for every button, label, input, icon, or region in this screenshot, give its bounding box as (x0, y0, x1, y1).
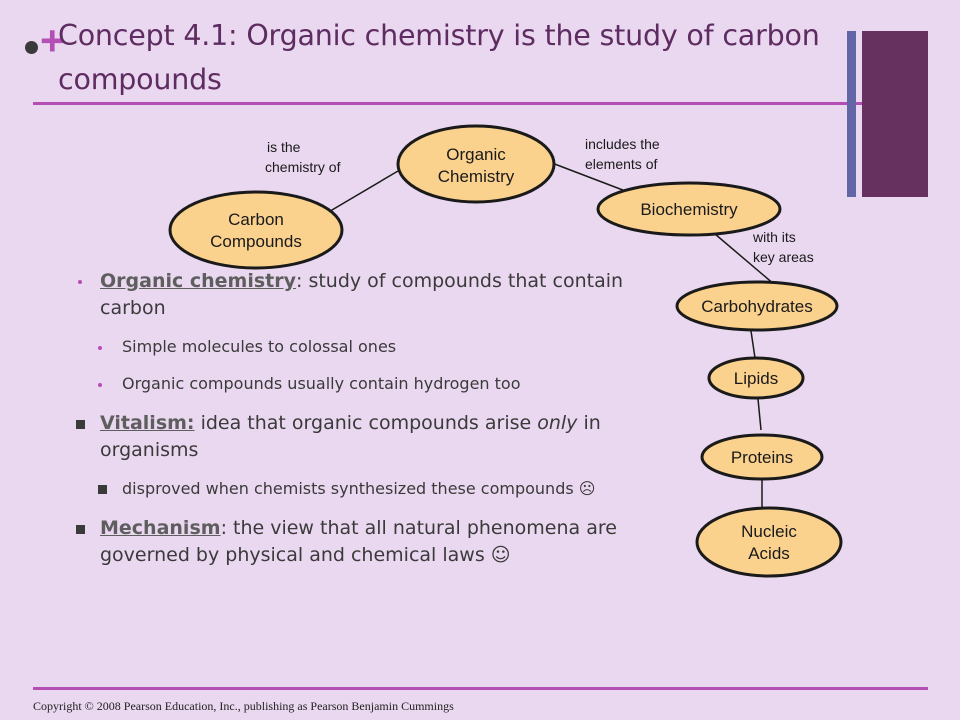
emphasis-only: only (537, 412, 578, 434)
link-label: elements of (585, 156, 658, 172)
node-label: Organic (446, 145, 506, 164)
bullet-list (76, 268, 688, 583)
bullet-text: in organisms (100, 412, 601, 461)
node-proteins (702, 435, 822, 479)
node-label: Chemistry (437, 167, 515, 186)
frown-icon: ☹ (578, 479, 596, 498)
title-bullet-dot (25, 41, 38, 54)
bullet-text: idea that organic compounds arise (194, 412, 538, 434)
node-organic-chemistry (398, 126, 554, 202)
node-carbohydrates (677, 282, 837, 330)
footer-divider (33, 687, 928, 690)
term-vitalism: Vitalism: (100, 412, 195, 434)
bullet-text: Simple molecules to colossal ones (122, 337, 397, 356)
link-label: key areas (753, 249, 814, 265)
bullet-text: Organic compounds usually contain hydrogen too (122, 374, 521, 393)
node-nucleic-acids (697, 508, 841, 576)
copyright-footer: Copyright © 2008 Pearson Education, Inc., publishing as Pearson Benjamin Cummings (33, 699, 454, 713)
node-label: Lipids (733, 369, 779, 388)
link-label-includes-elements-of (585, 136, 660, 172)
link-label: chemistry of (265, 159, 341, 175)
bullet-vitalism (76, 410, 688, 464)
sub-bullet-simple-molecules (76, 336, 688, 358)
node-label: Acids (748, 544, 790, 563)
sub-bullet-hydrogen (76, 373, 688, 395)
link-label: with its (753, 229, 796, 245)
term-organic-chemistry: Organic chemistry (100, 270, 296, 292)
node-biochemistry (598, 183, 780, 235)
plus-icon: + (40, 17, 65, 64)
bullet-text: disproved when chemists synthesized these compounds (122, 479, 574, 498)
term-mechanism: Mechanism (100, 517, 221, 539)
node-label: Carbon (228, 210, 284, 229)
title-divider (33, 102, 928, 105)
node-label: Proteins (730, 448, 794, 467)
node-lipids (709, 358, 803, 398)
node-carbon-compounds (170, 192, 342, 268)
link-label: includes the (585, 136, 660, 152)
bullet-organic-chemistry (76, 268, 688, 322)
node-label: Nucleic (741, 522, 797, 541)
link-label-with-key-areas (752, 229, 814, 265)
smile-icon: ☺ (490, 544, 511, 566)
sub-bullet-disproved (76, 478, 688, 500)
node-label: Biochemistry (640, 200, 738, 219)
node-label: Compounds (210, 232, 302, 251)
link-label-is-chemistry-of (265, 139, 341, 175)
bullet-text: : the view that all natural phenomena are governed by physical and chemical laws (100, 517, 617, 566)
bullet-mechanism (76, 515, 688, 569)
slide-title: Concept 4.1: Organic chemistry is the study of carbon compounds (58, 19, 820, 96)
link-label: is the (267, 139, 301, 155)
bullet-text: : study of compounds that contain carbon (100, 270, 624, 319)
node-label: Carbohydrates (701, 297, 813, 316)
